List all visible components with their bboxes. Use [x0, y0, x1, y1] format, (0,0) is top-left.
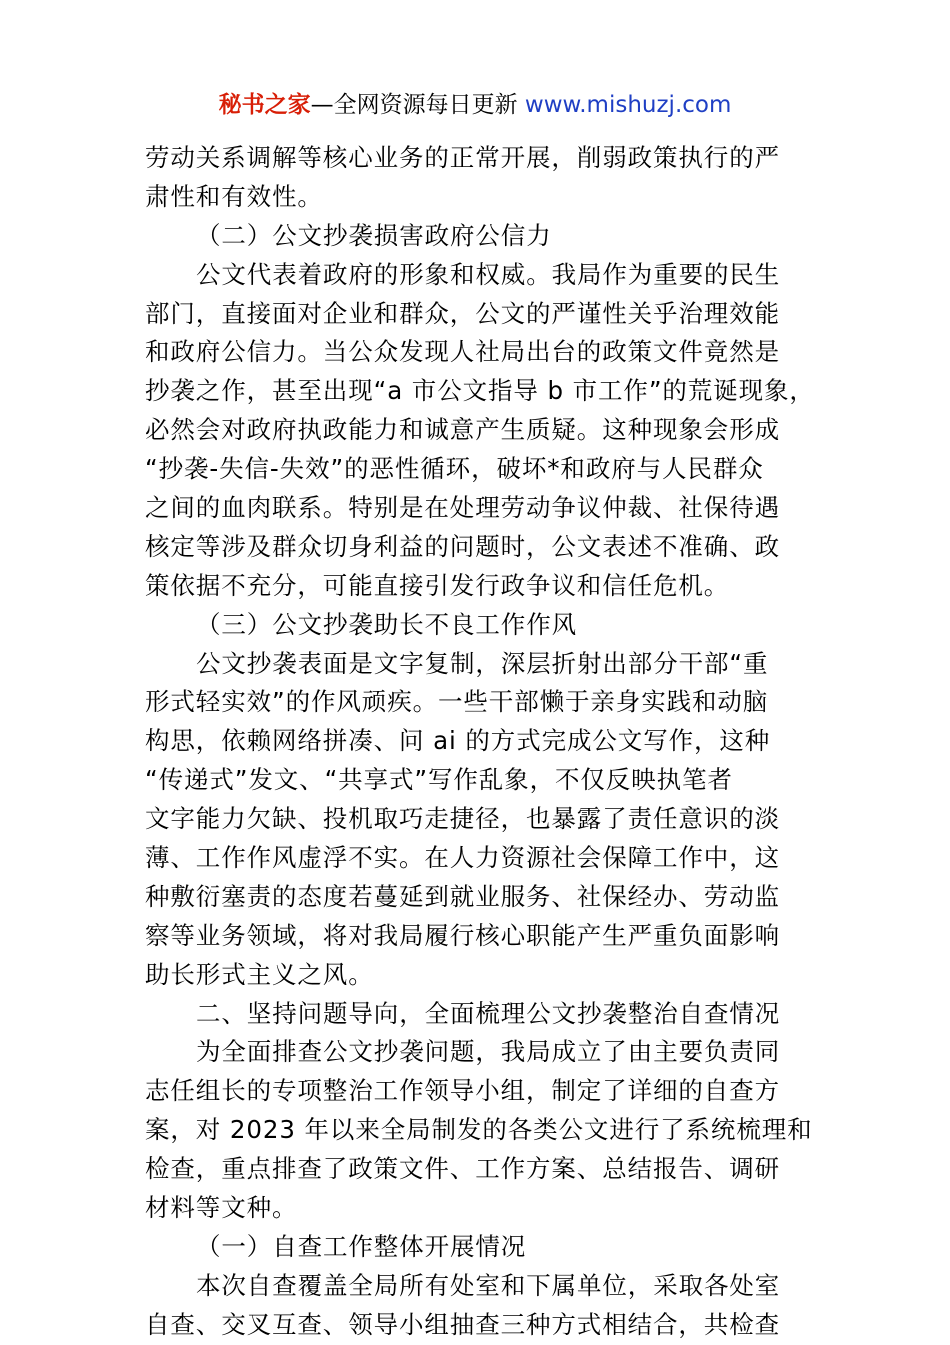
section-heading: （二）公文抄袭损害政府公信力 — [196, 220, 552, 250]
body-line: 抄袭之作，甚至出现“a 市公文指导 b 市工作”的荒诞现象， — [145, 376, 815, 406]
site-url-link[interactable]: www.mishuzj.com — [524, 92, 732, 118]
body-line: 劳动关系调解等核心业务的正常开展，削弱政策执行的严 — [145, 143, 780, 172]
body-line: “传递式”发文、“共享式”写作乱象，不仅反映执笔者 — [145, 765, 733, 795]
body-line: 形式轻实效”的作风顽疾。一些干部懒于亲身实践和动脑 — [145, 687, 769, 717]
body-line: 必然会对政府执政能力和诚意产生质疑。这种现象会形成 — [145, 415, 780, 445]
body-line: 部门，直接面对企业和群众，公文的严谨性关乎治理效能 — [145, 298, 780, 328]
chapter-heading: 二、坚持问题导向，全面梳理公文抄袭整治自查情况 — [196, 998, 781, 1028]
banner-tagline: —全网资源每日更新 — [310, 92, 525, 118]
body-line: 检查，重点排查了政策文件、工作方案、总结报告、调研 — [145, 1154, 780, 1184]
body-line: 材料等文种。 — [145, 1193, 298, 1223]
body-line: 志任组长的专项整治工作领导小组，制定了详细的自查方 — [145, 1076, 780, 1106]
paragraph-start: 为全面排查公文抄袭问题，我局成立了由主要负责同 — [196, 1037, 781, 1067]
body-line: 案，对 2023 年以来全局制发的各类公文进行了系统梳理和 — [145, 1115, 813, 1145]
body-line: 自查、交叉互查、领导小组抽查三种方式相结合，共检查 — [145, 1309, 780, 1339]
section-heading: （三）公文抄袭助长不良工作作风 — [196, 609, 577, 639]
body-line: 察等业务领域，将对我局履行核心职能产生严重负面影响 — [145, 920, 780, 950]
body-line: “抄袭-失信-失效”的恶性循环，破坏*和政府与人民群众 — [145, 454, 764, 484]
paragraph-start: 公文抄袭表面是文字复制，深层折射出部分干部“重 — [196, 648, 769, 678]
body-line: 肃性和有效性。 — [145, 181, 323, 211]
body-line: 核定等涉及群众切身利益的问题时，公文表述不准确、政 — [145, 531, 780, 561]
section-heading: （一）自查工作整体开展情况 — [196, 1231, 527, 1261]
body-line: 文字能力欠缺、投机取巧走捷径，也暴露了责任意识的淡 — [145, 804, 780, 834]
paragraph-start: 公文代表着政府的形象和权威。我局作为重要的民生 — [196, 259, 781, 289]
document-body — [145, 139, 815, 1345]
paragraph-start: 本次自查覆盖全局所有处室和下属单位，采取各处室 — [196, 1270, 781, 1300]
body-line: 之间的血肉联系。特别是在处理劳动争议仲裁、社保待遇 — [145, 493, 780, 523]
brand-name: 秘书之家 — [218, 92, 311, 118]
body-line: 构思，依赖网络拼凑、问 ai 的方式完成公文写作，这种 — [145, 726, 771, 756]
body-line: 和政府公信力。当公众发现人社局出台的政策文件竟然是 — [145, 337, 780, 367]
body-line: 助长形式主义之风。 — [145, 959, 374, 989]
site-banner — [0, 88, 950, 122]
body-line: 种敷衍塞责的态度若蔓延到就业服务、社保经办、劳动监 — [145, 881, 780, 911]
body-line: 策依据不充分，可能直接引发行政争议和信任危机。 — [145, 570, 730, 600]
body-line: 薄、工作作风虚浮不实。在人力资源社会保障工作中，这 — [145, 843, 780, 873]
